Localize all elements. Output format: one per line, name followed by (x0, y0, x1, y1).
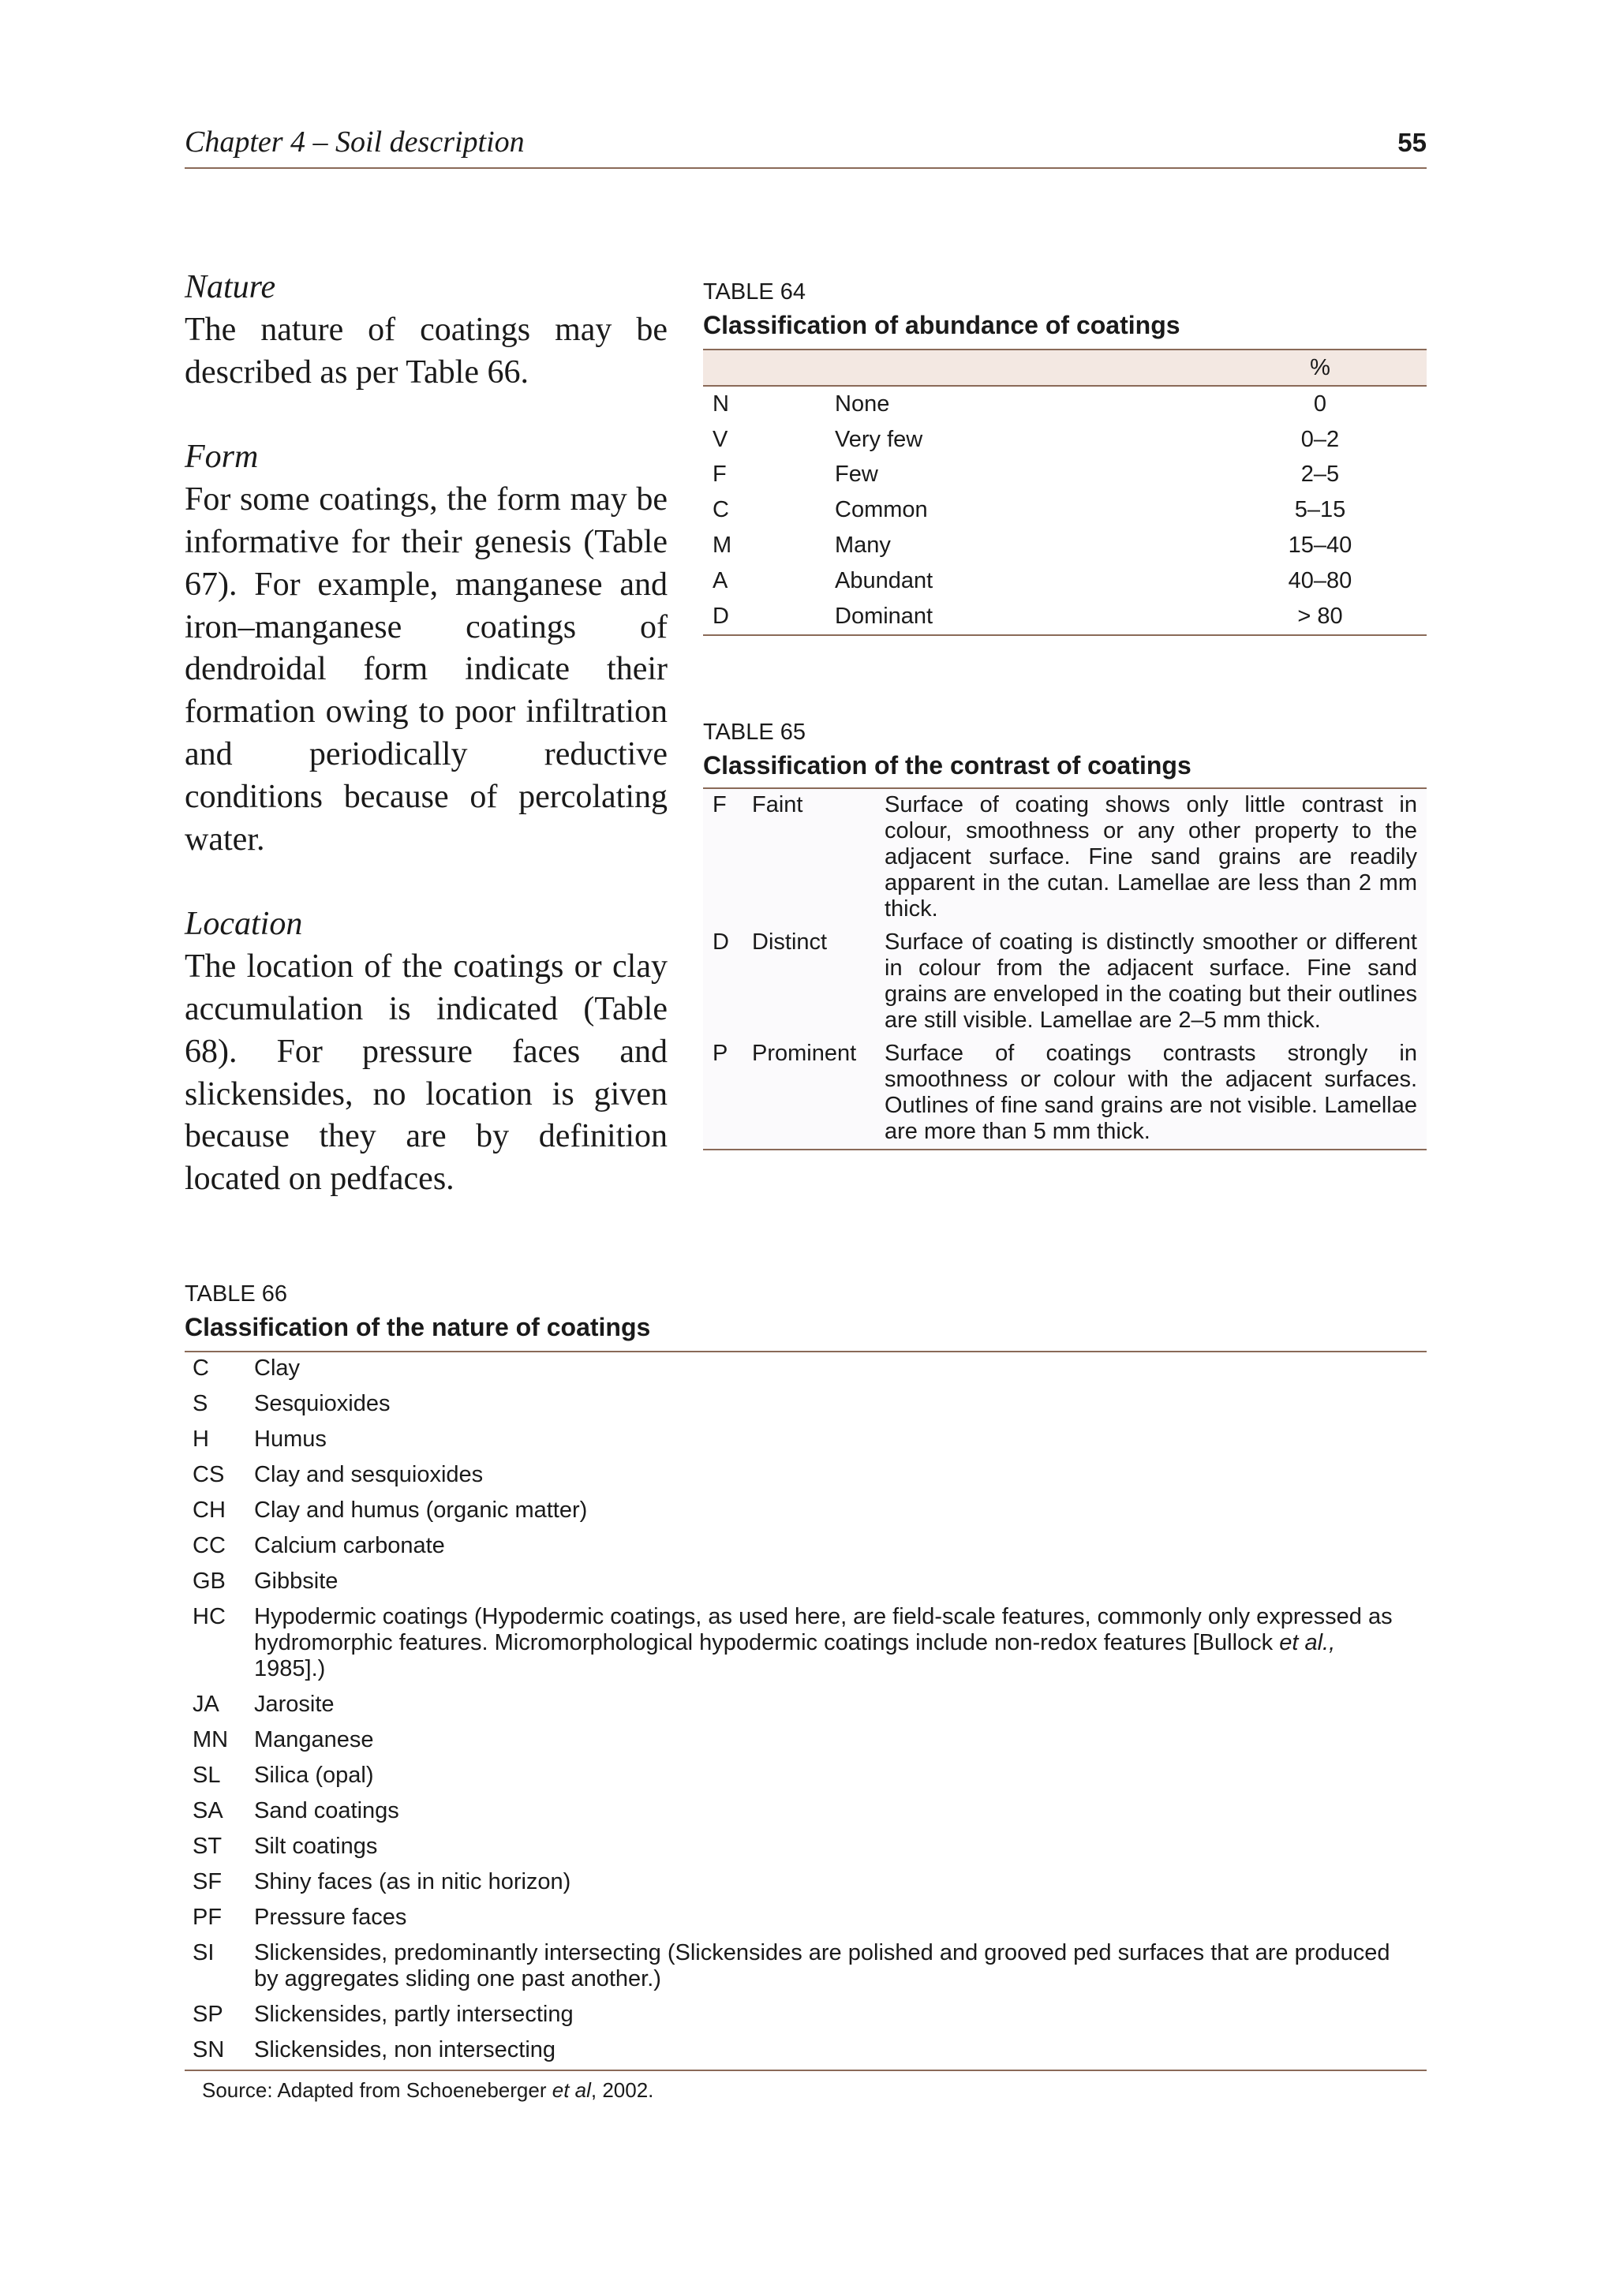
row-code: SA (193, 1798, 223, 1823)
table-row (703, 563, 1427, 599)
row-code: N (713, 391, 729, 417)
source-italic: et al (552, 2078, 591, 2102)
row-label: Humus (254, 1427, 327, 1452)
hc-text: Hypodermic coatings (Hypodermic coatings, as used here, are field-scale features, commonly only expressed as hydromorphic features. Micromorphological hypodermic coatings include non-redox features [Bullock (254, 1604, 1393, 1655)
row-label: Jarosite (254, 1692, 335, 1717)
table-row (185, 1459, 1427, 1494)
table-row (185, 1724, 1427, 1759)
row-label (254, 1601, 1427, 1688)
row-code: CC (193, 1533, 226, 1558)
table-row (185, 2034, 1427, 2070)
page-header (185, 118, 1427, 169)
body-text-column (185, 267, 668, 1243)
row-code: ST (193, 1834, 223, 1859)
row-label: Sesquioxides (254, 1391, 391, 1416)
row-label: Silica (opal) (254, 1763, 374, 1788)
source-prefix: Source: Adapted from Schoeneberger (202, 2078, 552, 2102)
row-label: Sand coatings (254, 1798, 399, 1823)
table-64-number: TABLE 64 (703, 279, 806, 305)
row-code: SP (193, 2002, 223, 2027)
row-label: Prominent (752, 1041, 857, 1066)
row-label: Manganese (254, 1727, 374, 1752)
table-row (703, 788, 1427, 926)
nature-paragraph: The nature of coatings may be described as per Table 66. (185, 311, 668, 391)
row-code: SL (193, 1763, 221, 1788)
table-row (185, 1565, 1427, 1601)
table-66-nature (185, 1351, 1427, 2071)
row-code: C (713, 497, 729, 523)
table-row (703, 1038, 1427, 1150)
percent-column-header: % (1214, 350, 1427, 386)
hc-text-end: 1985].) (254, 1656, 326, 1681)
row-label: Clay (254, 1356, 301, 1381)
nature-section (185, 267, 668, 394)
row-label: Calcium carbonate (254, 1533, 445, 1558)
row-description: Surface of coatings contrasts strongly in smoothness or colour with the adjacent surfaces. Outlines of fine sand grains are not visible. Lamellae are more than 5 mm thick. (885, 1041, 1417, 1144)
row-code: A (713, 567, 728, 593)
row-value: > 80 (1214, 599, 1427, 635)
row-code: P (713, 1041, 728, 1066)
row-label: Slickensides, non intersecting (254, 2037, 556, 2062)
row-description: Surface of coating shows only little contrast in colour, smoothness or any other property to the adjacent surface. Fine sand grains are readily apparent in the cutan. Lamellae are less than 2 mm thick. (885, 792, 1417, 922)
row-label: Dominant (835, 599, 1214, 635)
row-value: 40–80 (1288, 567, 1352, 593)
table-row (185, 1388, 1427, 1423)
row-code: PF (193, 1905, 223, 1930)
table-row (703, 492, 1427, 528)
row-code: SI (193, 1940, 215, 1965)
row-value: 15–40 (1288, 533, 1352, 559)
row-label: Very few (835, 426, 923, 452)
row-code: D (713, 929, 729, 955)
table-row (703, 926, 1427, 1038)
row-code: JA (193, 1692, 219, 1717)
table-row (703, 528, 1427, 563)
table-64-abundance (703, 349, 1427, 636)
table-row (185, 1937, 1427, 1999)
row-label: Slickensides, partly intersecting (254, 2002, 574, 2027)
row-code: SN (193, 2037, 225, 2062)
table-row (185, 1423, 1427, 1459)
table-64-title: Classification of abundance of coatings (703, 311, 1180, 339)
row-value: 0–2 (1300, 426, 1340, 452)
row-label: Many (835, 533, 891, 559)
table-row (703, 599, 1427, 635)
row-code: V (713, 426, 728, 452)
table-row (703, 386, 1427, 422)
table-row (185, 1999, 1427, 2034)
chapter-title: Chapter 4 – Soil description (185, 125, 525, 159)
row-description: Surface of coating is distinctly smoother or different in colour from the adjacent surface. Fine sand grains are enveloped in the coating but their outlines are still visible. Lamellae are 2–5 mm thick. (885, 929, 1417, 1033)
row-code: GB (193, 1569, 226, 1594)
page-number: 55 (1397, 128, 1427, 157)
location-paragraph: The location of the coatings or clay accumulation is indicated (Table 68). For pressure faces and slickensides, no location is given because they are by definition located on pedfaces. (185, 948, 668, 1198)
table-66-title: Classification of the nature of coatings (185, 1313, 651, 1341)
table-row (703, 458, 1427, 493)
row-label: Clay and humus (organic matter) (254, 1498, 588, 1523)
table-row (185, 1601, 1427, 1688)
row-code: SF (193, 1869, 223, 1894)
row-label: Pressure faces (254, 1905, 407, 1930)
row-label: Slickensides, predominantly intersecting (Slickensides are polished and grooved ped surfaces that are produced by aggregates sliding one past another.) (254, 1940, 1390, 1991)
row-value: 5–15 (1294, 497, 1346, 523)
location-heading: Location (185, 906, 303, 943)
form-paragraph: For some coatings, the form may be informative for their genesis (Table 67). For example, manganese and iron–manganese coatings of dendroidal form indicate their formation owing to poor infiltration and periodically reductive conditions because of percolating water. (185, 481, 668, 858)
table-65-caption (703, 716, 1191, 783)
table-row (185, 1795, 1427, 1830)
table-row (185, 1830, 1427, 1866)
row-value: 0 (1313, 391, 1327, 417)
table-66-caption (185, 1278, 650, 1344)
nature-heading: Nature (185, 269, 276, 305)
table-row (185, 1866, 1427, 1901)
row-label: Faint (752, 792, 803, 817)
table-65-title: Classification of the contrast of coatings (703, 751, 1191, 780)
table-row (185, 1688, 1427, 1724)
row-label: Silt coatings (254, 1834, 378, 1859)
row-label: Common (835, 497, 928, 523)
form-heading: Form (185, 439, 259, 476)
row-code: H (193, 1427, 209, 1452)
table-65-contrast (703, 787, 1427, 1150)
row-value: 2–5 (1300, 462, 1340, 488)
row-code: F (713, 792, 727, 817)
form-section (185, 436, 668, 861)
row-code: CH (193, 1498, 226, 1523)
row-code: S (193, 1391, 208, 1416)
table-row (185, 1530, 1427, 1565)
row-label: Shiny faces (as in nitic horizon) (254, 1869, 571, 1894)
row-code: D (703, 599, 835, 635)
table-66-source-note (202, 2078, 653, 2103)
table-row (703, 422, 1427, 458)
table-row (185, 1494, 1427, 1530)
row-label: Distinct (752, 929, 828, 955)
table-row (185, 1759, 1427, 1795)
source-suffix: , 2002. (590, 2078, 654, 2102)
row-code: F (713, 462, 727, 488)
row-label: Abundant (835, 567, 933, 593)
row-label: Clay and sesquioxides (254, 1462, 484, 1487)
table-row (185, 1352, 1427, 1388)
table-row (185, 1901, 1427, 1937)
row-code: HC (193, 1604, 226, 1629)
table-header-row (703, 350, 1427, 386)
row-code: M (713, 533, 732, 559)
row-code: C (193, 1356, 209, 1381)
location-section (185, 903, 668, 1201)
row-code: CS (193, 1462, 225, 1487)
hc-citation-italic: et al., (1279, 1630, 1336, 1655)
row-label: Few (835, 462, 878, 488)
row-code: MN (193, 1727, 229, 1752)
row-label: Gibbsite (254, 1569, 339, 1594)
row-label: None (835, 391, 890, 417)
table-65-number: TABLE 65 (703, 720, 806, 745)
table-66-number: TABLE 66 (185, 1281, 288, 1307)
table-64-caption (703, 276, 1180, 342)
